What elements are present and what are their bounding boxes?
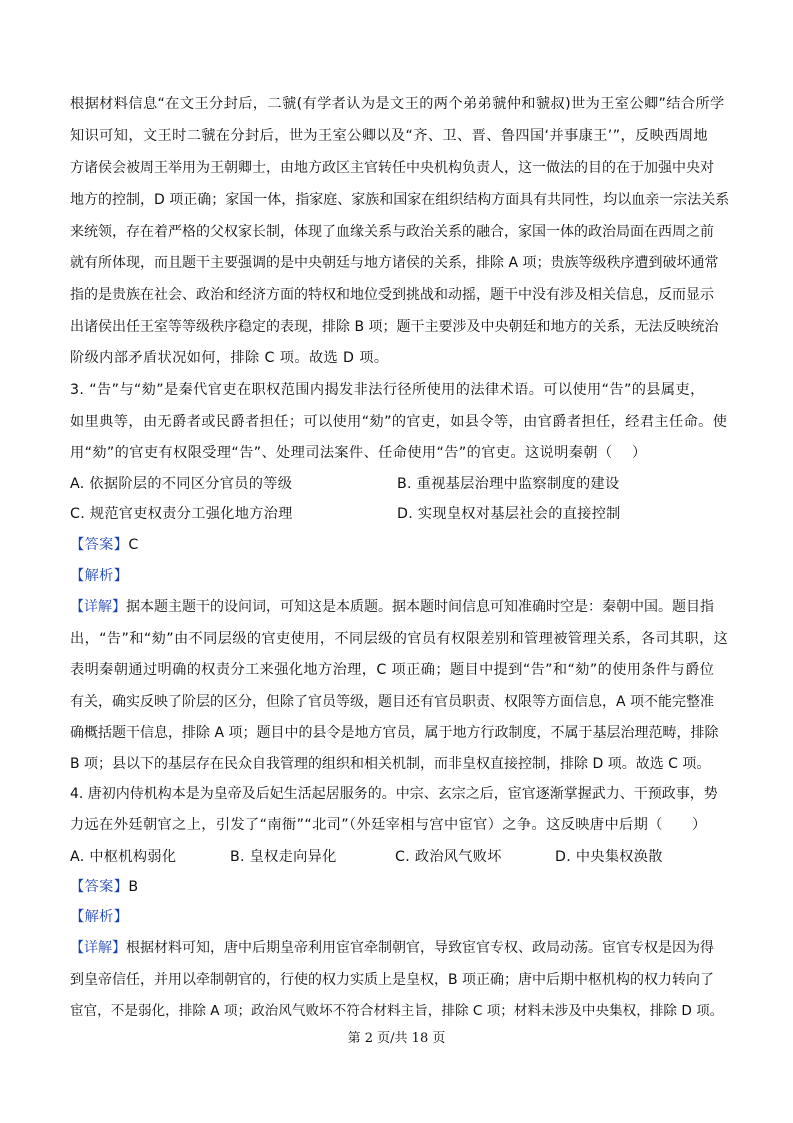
q3-detail-line-3: 表明秦朝通过明确的权责分工来强化地方治理，C 项正确；题目中提到“告”和“劾”的使用条件与爵位 <box>70 662 715 678</box>
prev-analysis-line-9: 阶级内部矛盾状况如何，排除 C 项。故选 D 项。 <box>70 350 389 366</box>
q4-option-a: A. 中枢机构弱化 <box>70 849 177 865</box>
q4-detail-line-2: 到皇帝信任，并用以牵制朝官的，行使的权力实质上是皇权，B 项正确；唐中后期中枢机构的权力转向了 <box>70 972 715 988</box>
prev-analysis-line-6: 就有所体现，而且题干主要强调的是中央朝廷与地方诸侯的关系，排除 A 项；贵族等级秩序遭到破坏通常 <box>70 255 719 271</box>
prev-analysis-line-7: 指的是贵族在社会、政治和经济方面的特权和地位受到挑战和动摇，题干中没有涉及相关信息，反而显示 <box>70 287 714 303</box>
q3-detail-line-4: 有关，确实反映了阶层的区分，但除了官员等级，题目还有官员职责、权限等方面信息，A 项不能完整准 <box>70 694 715 710</box>
q3-option-d: D. 实现皇权对基层社会的直接控制 <box>397 506 621 522</box>
q4-option-c: C. 政治风气败坏 <box>395 849 502 865</box>
q3-option-c: C. 规范官吏权责分工强化地方治理 <box>70 506 293 522</box>
q3-detail-line-6: B 项；县以下的基层存在民众自我管理的组织和相关机制，而非皇权直接控制，排除 D 项。故选 C 项。 <box>70 756 711 772</box>
answer-tag: 【答案】 <box>70 537 129 553</box>
q4-analysis-tag <box>70 907 128 927</box>
q3-analysis-tag <box>70 566 128 586</box>
q4-option-b: B. 皇权走向异化 <box>230 849 337 865</box>
q3-stem-line-2: 如里典等，由无爵者或民爵者担任；可以使用“劾”的官吏，如县令等，由官爵者担任，经君主任命。使 <box>70 414 728 430</box>
q4-answer <box>70 877 139 897</box>
q3-detail-line-1 <box>70 597 714 617</box>
detail-text: 据本题主题干的设问词，可知这是本质题。据本题时间信息可知准确时空是：秦朝中国。题目指 <box>126 599 714 615</box>
prev-analysis-line-8: 出诸侯出任王室等等级秩序稳定的表现，排除 B 项；题干主要涉及中央朝廷和地方的关系，无法反映统治 <box>70 319 719 335</box>
prev-analysis-line-5: 来统领，存在着严格的父权家长制，体现了血缘关系与政治关系的融合，家国一体的政治局面在西周之前 <box>70 224 714 240</box>
q4-stem-line-1: 4. 唐初内侍机构本是为皇帝及后妃生活起居服务的。中宗、玄宗之后，宦官逐渐掌握武力、干预政事，势 <box>70 786 718 802</box>
page-number-footer: 第 2 页/共 18 页 <box>347 1031 446 1046</box>
prev-analysis-line-1: 根据材料信息“在文王分封后，二虢(有学者认为是文王的两个弟弟虢仲和虢叔)世为王室公卿”结合所学 <box>70 96 725 112</box>
q4-option-d: D. 中央集权涣散 <box>555 849 663 865</box>
q3-detail-line-5: 确概括题干信息，排除 A 项；题目中的县令是地方官员，属于地方行政制度，不属于基层治理范畴，排除 <box>70 725 719 741</box>
answer-tag: 【答案】 <box>70 879 129 895</box>
q4-detail-line-1 <box>70 938 714 958</box>
prev-analysis-line-2: 知识可知，文王时二虢在分封后，世为王室公卿以及“齐、卫、晋、鲁四国‘并事康王’”，反映西周地 <box>70 128 708 144</box>
analysis-tag: 【解析】 <box>70 909 129 925</box>
q3-answer <box>70 535 139 555</box>
detail-tag: 【详解】 <box>70 599 126 615</box>
q3-option-a: A. 依据阶层的不同区分官员的等级 <box>70 476 293 492</box>
q3-stem-line-3: 用“劾”的官吏有权限受理“告”、处理司法案件、任命使用“告”的官吏。这说明秦朝（ ） <box>70 445 647 461</box>
detail-tag: 【详解】 <box>70 940 126 956</box>
answer-value: C <box>128 537 139 553</box>
prev-analysis-line-3: 方诸侯会被周王举用为王朝卿士，由地方政区主官转任中央机构负责人，这一做法的目的在于加强中央对 <box>70 160 714 176</box>
detail-text: 根据材料可知，唐中后期皇帝利用宦官牵制朝官，导致宦官专权、政局动荡。宦官专权是因为得 <box>126 940 714 956</box>
q4-detail-line-3: 宦官，不是弱化，排除 A 项；政治风气败坏不符合材料主旨，排除 C 项；材料未涉及中央集权，排除 D 项。 <box>70 1003 724 1019</box>
q3-option-b: B. 重视基层治理中监察制度的建设 <box>397 476 620 492</box>
analysis-tag: 【解析】 <box>70 568 129 584</box>
prev-analysis-line-4: 地方的控制，D 项正确；家国一体，指家庭、家族和国家在组织结构方面具有共同性，均以血亲一宗法关系 <box>70 192 730 208</box>
q3-stem-line-1: 3. “告”与“劾”是秦代官吏在职权范围内揭发非法行径所使用的法律术语。可以使用“告”的县属吏， <box>70 382 705 398</box>
q4-stem-line-2: 力远在外廷朝官之上，引发了“南衙”“北司”（外廷宰相与宫中宦官）之争。这反映唐中后期（ ） <box>70 817 707 833</box>
answer-value: B <box>128 879 139 895</box>
q3-detail-line-2: 出，“告”和“劾”由不同层级的官吏使用，不同层级的官员有权限差别和管理被管理关系，各司其职，这 <box>70 631 729 647</box>
